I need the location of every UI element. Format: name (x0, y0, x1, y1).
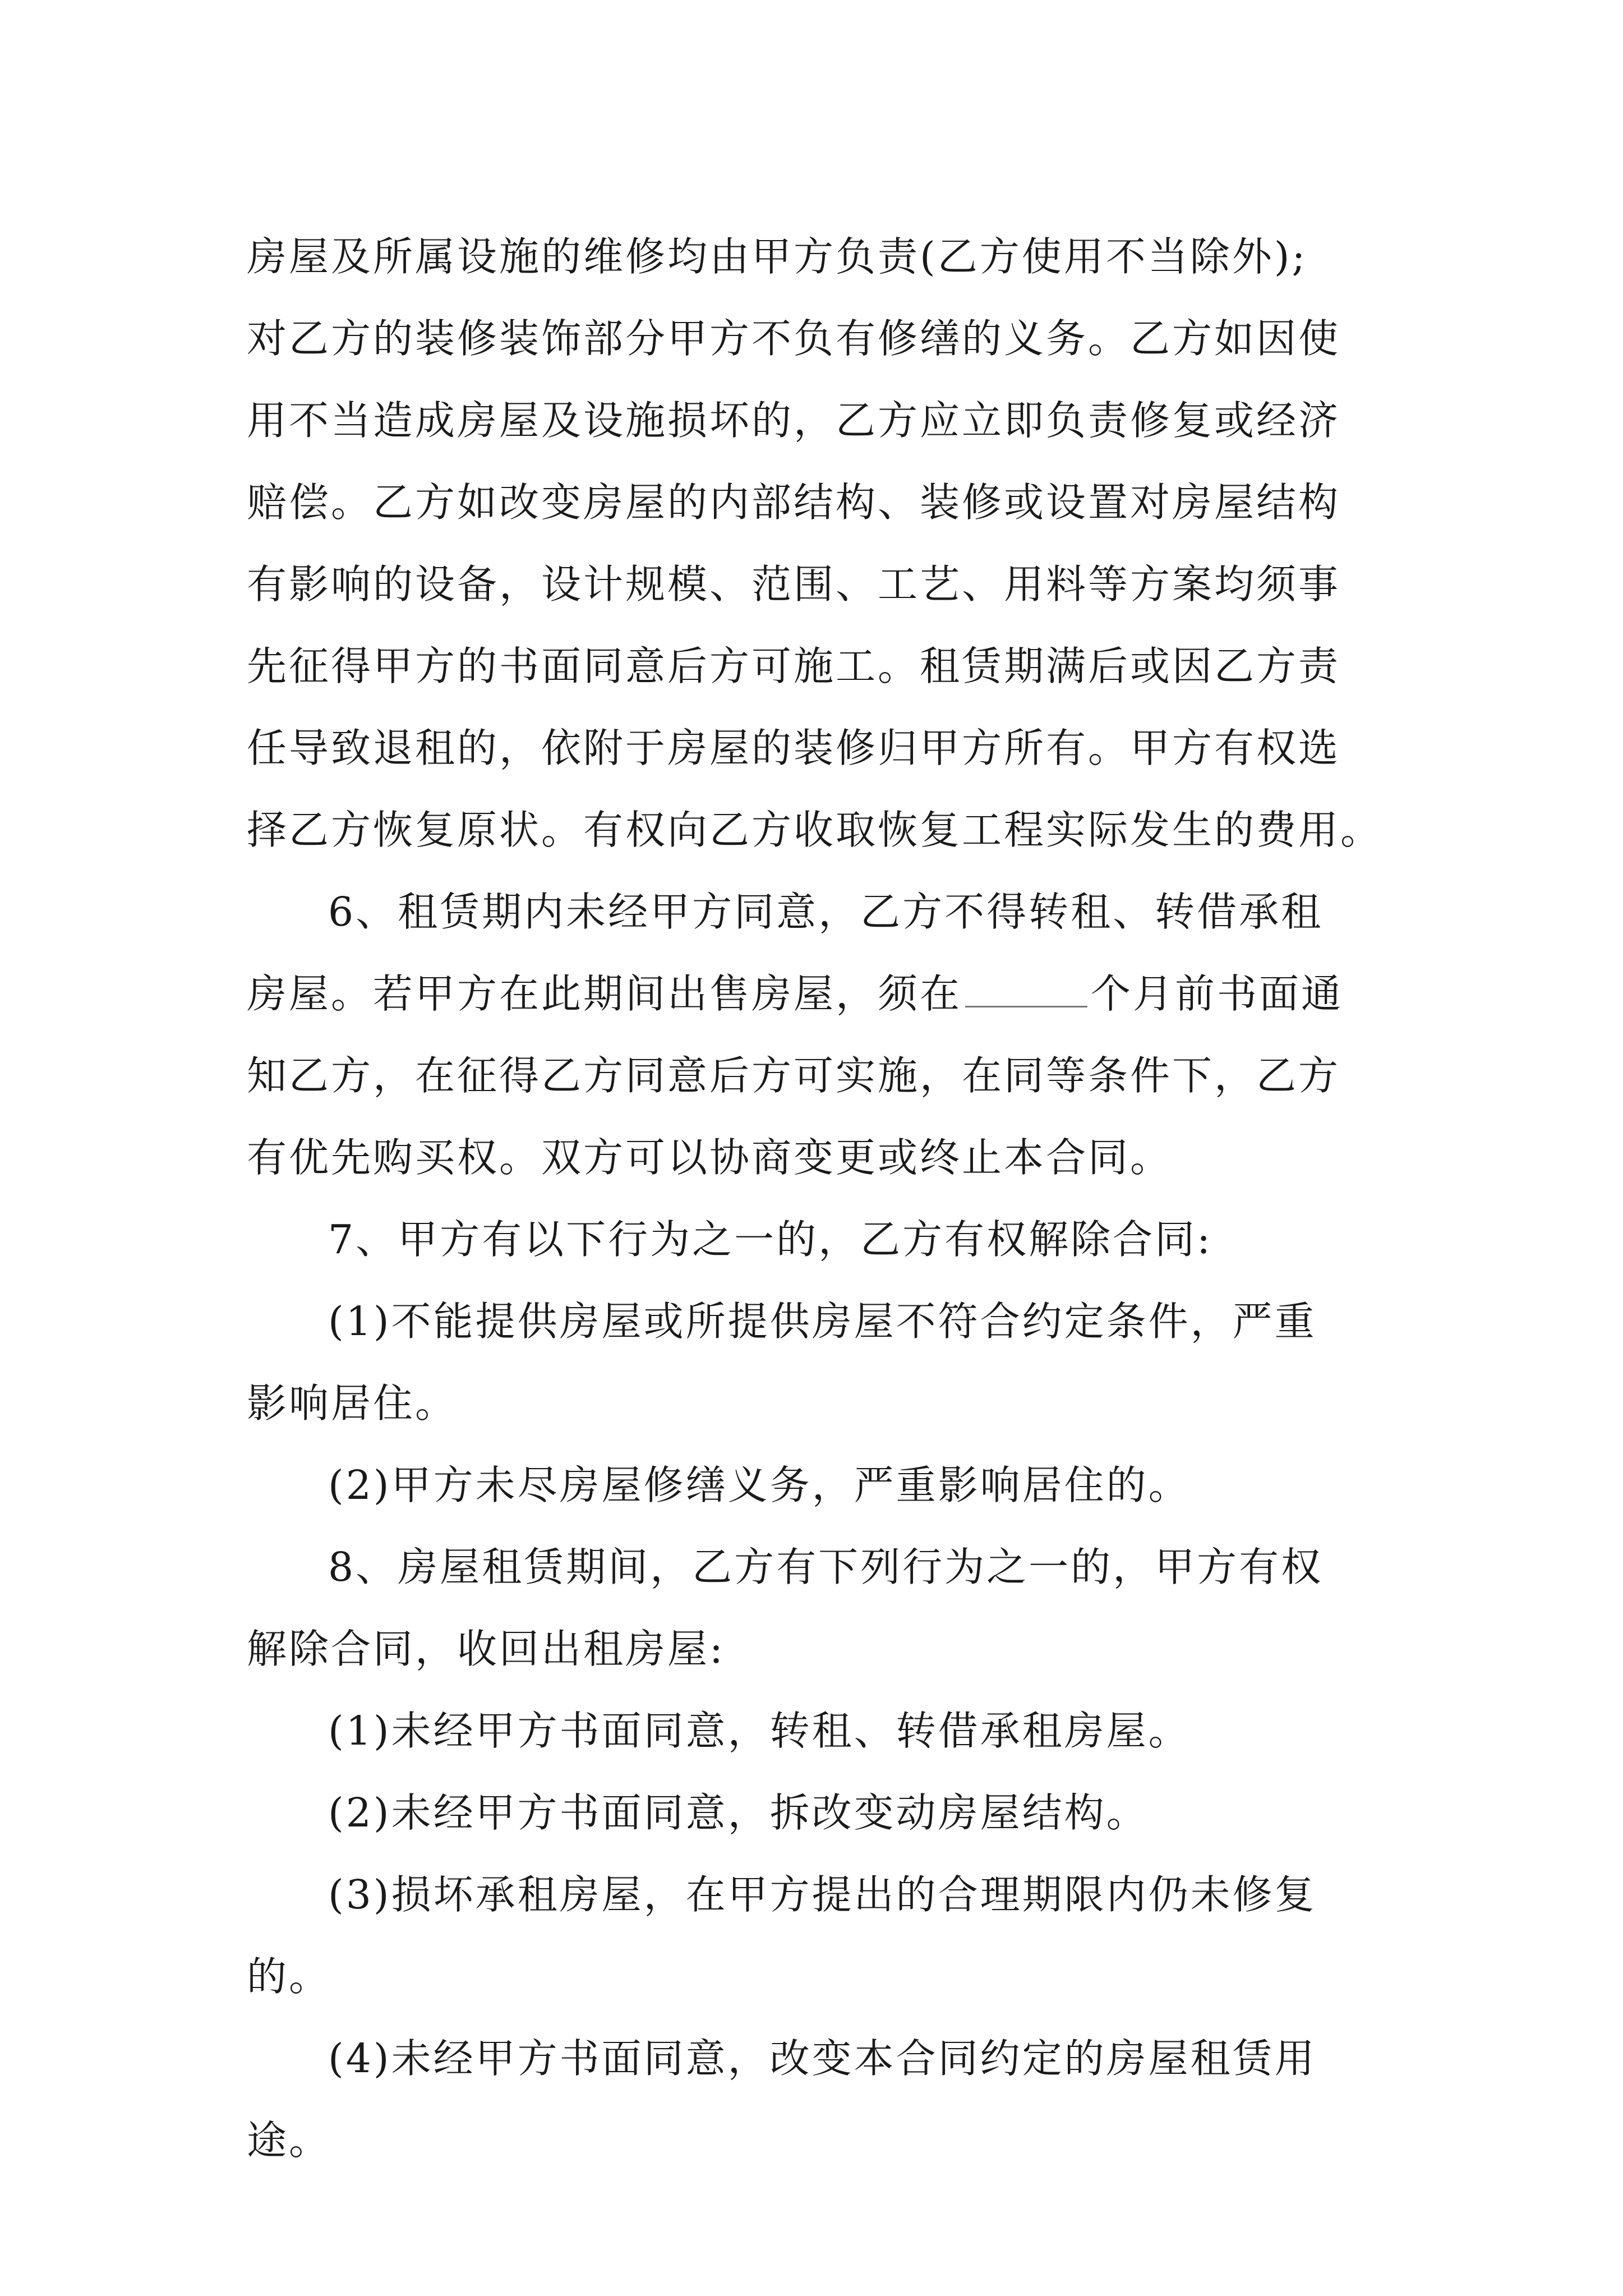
list-item-continuation: 途。 (247, 2117, 331, 2164)
clause-heading: 8、房屋租赁期间，乙方有下列行为之一的，甲方有权 (328, 1544, 1324, 1590)
list-item: (4)未经甲方书面同意，改变本合同约定的房屋租赁用 (328, 2035, 1317, 2082)
text-line: 6、租赁期内未经甲方同意，乙方不得转租、转借承租 (328, 889, 1324, 935)
text-segment: 个月前书面通 (1091, 970, 1344, 1017)
text-line: 知乙方，在征得乙方同意后方可实施，在同等条件下，乙方 (247, 1052, 1341, 1099)
document-body (247, 216, 1391, 2182)
list-item: (1)未经甲方书面同意，转租、转借承租房屋。 (328, 1708, 1191, 1754)
clause-8-landlord-termination-rights (247, 1526, 1391, 2182)
clause-heading: 7、甲方有以下行为之一的，乙方有权解除合同: (328, 1216, 1213, 1263)
list-item-continuation: 影响居住。 (247, 1380, 458, 1427)
text-line: 房屋及所属设施的维修均由甲方负责(乙方使用不当除外); (247, 233, 1308, 280)
clause-7-tenant-termination-rights (247, 1199, 1391, 1526)
text-line: 有优先购买权。双方可以协商变更或终止本合同。 (247, 1134, 1173, 1181)
paragraph-repair-obligations (247, 216, 1391, 871)
list-item-continuation: 的。 (247, 1953, 331, 2000)
list-item: (3)损坏承租房屋，在甲方提出的合理期限内仍未修复 (328, 1871, 1317, 1918)
text-line: 用不当造成房屋及设施损坏的，乙方应立即负责修复或经济 (247, 397, 1341, 444)
list-item: (2)未经甲方书面同意，拆改变动房屋结构。 (328, 1789, 1149, 1836)
text-line-with-blank (247, 953, 1391, 1035)
fill-in-blank (965, 972, 1087, 1007)
text-line: 对乙方的装修装饰部分甲方不负有修缮的义务。乙方如因使 (247, 315, 1341, 362)
text-line: 择乙方恢复原状。有权向乙方收取恢复工程实际发生的费用。 (247, 807, 1383, 853)
text-segment: 房屋。若甲方在此期间出售房屋，须在 (247, 970, 962, 1017)
list-item: (2)甲方未尽房屋修缮义务，严重影响居住的。 (328, 1462, 1191, 1508)
list-item: (1)不能提供房屋或所提供房屋不符合约定条件，严重 (328, 1298, 1317, 1345)
text-line: 任导致退租的，依附于房屋的装修归甲方所有。甲方有权选 (247, 725, 1341, 771)
text-line: 先征得甲方的书面同意后方可施工。租赁期满后或因乙方责 (247, 643, 1341, 689)
text-line: 赔偿。乙方如改变房屋的内部结构、装修或设置对房屋结构 (247, 479, 1341, 526)
text-line: 有影响的设备，设计规模、范围、工艺、用料等方案均须事 (247, 561, 1341, 608)
clause-6-sublease-and-sale (247, 871, 1391, 1199)
clause-heading-continuation: 解除合同，收回出租房屋: (247, 1626, 725, 1672)
